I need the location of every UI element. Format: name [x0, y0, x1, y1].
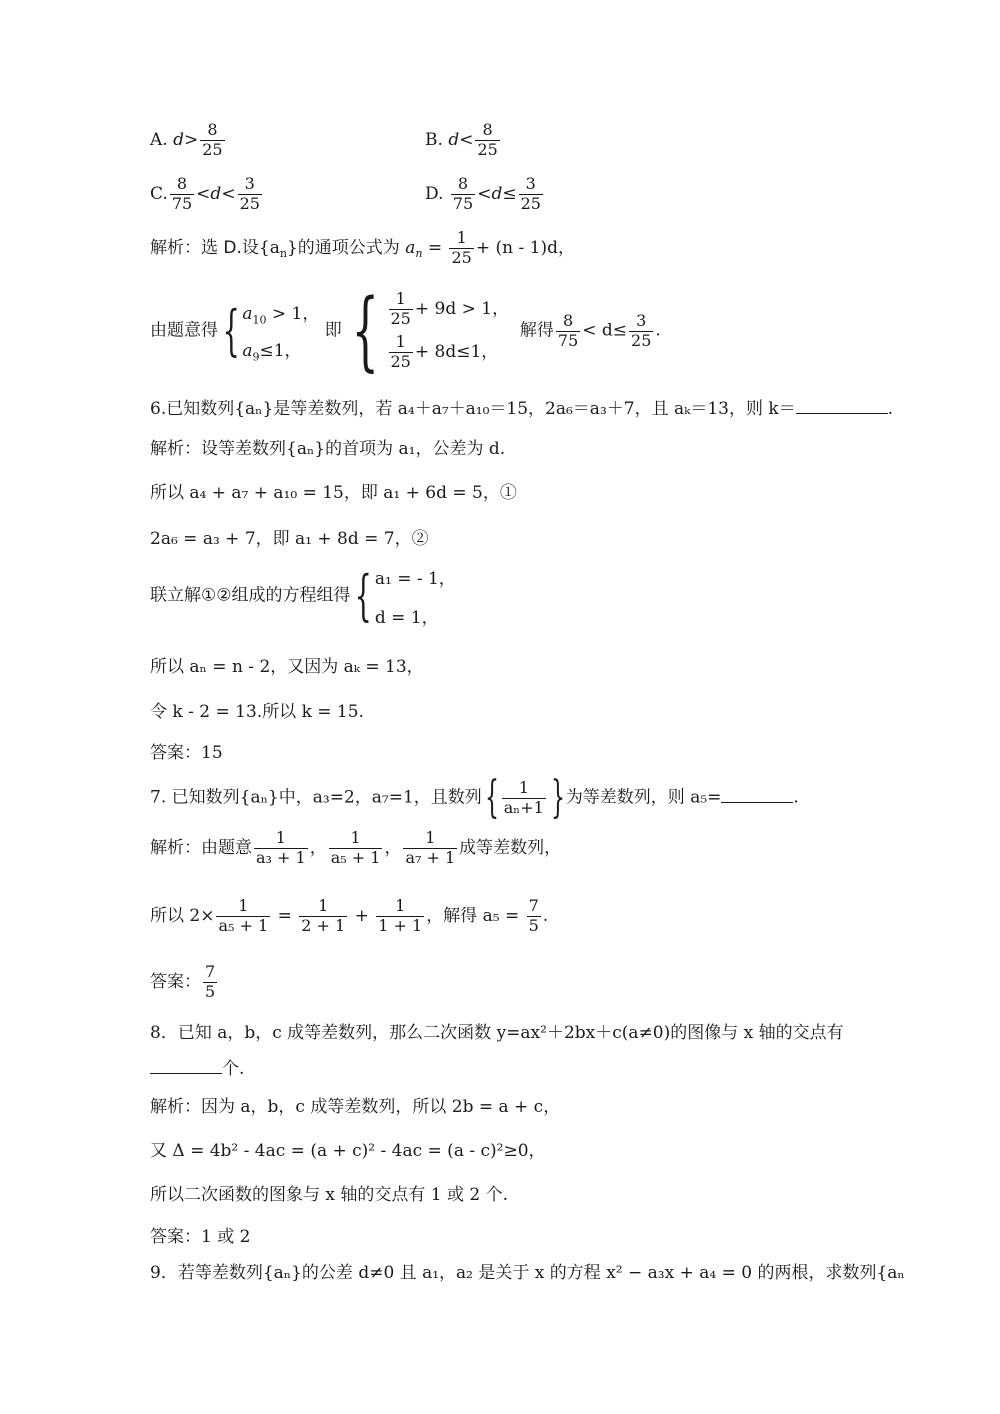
equation-system: { $\frac{1}{25}$ + 9d > 1， $\frac{1}{25}$ + 8d≤1，	[351, 281, 510, 381]
q6-solution-line2: 所以 a₄ + a₇ + a₁₀ = 15，即 a₁ + 6d = 5，①	[150, 483, 517, 503]
q6-solution-line6: 令 k - 2 = 13.所以 k = 15.	[150, 702, 364, 722]
fraction: $\frac{1}{25}$	[451, 228, 472, 267]
equation-system: { $a_{10} > 1$， $a_9\le 1$，	[222, 299, 320, 364]
option-d: D. $\frac{8}{75}$ <d≤ $\frac{3}{25}$	[425, 174, 541, 213]
q5-solution-line2: 由题意得 { $a_{10} > 1$， $a_9\le 1$， 即 { $\frac{1}{25}$ + 9d > 1， $\frac{1}{25}$ + 8d≤1， 解得 $\frac{8}{75}$ < d≤ $\frac{3}{25}$ .	[150, 281, 661, 381]
q8-solution-line2: 又 Δ = 4b² - 4ac = (a + c)² - 4ac = (a - c)²≥0，	[150, 1141, 546, 1161]
q6-solution-line3: 2a₆ = a₃ + 7，即 a₁ + 8d = 7，②	[150, 529, 429, 549]
fraction: $\frac{8}{25}$	[202, 120, 223, 159]
fraction: $\frac{3}{25}$	[239, 174, 260, 213]
option-a: A. d> $\frac{8}{25}$	[150, 120, 223, 159]
q8-solution-line1: 解析：因为 a，b，c 成等差数列，所以 2b = a + c，	[150, 1097, 561, 1117]
q7-solution-line2: 所以 2× $\frac{1}{\text{a₅ + 1}}$ = $\frac{1}{2 + 1}$ + $\frac{1}{1 + 1}$ ，解得 a₅ = $\frac{7}{5}$ .	[150, 896, 549, 935]
q7-question: 7. 已知数列{aₙ}中，a₃=2，a₇=1，且数列 { $\frac{1}{\text{aₙ+1}}$ } 为等差数列，则 a₅= .	[150, 772, 799, 823]
q8-question-line2: 个.	[150, 1054, 244, 1079]
q6-solution-line5: 所以 aₙ = n - 2，又因为 aₖ = 13，	[150, 657, 424, 677]
q8-question: 8．已知 a，b，c 成等差数列，那么二次函数 y=ax²＋2bx＋c(a≠0)的图像与 x 轴的交点有	[150, 1023, 844, 1043]
q6-solution-line1: 解析：设等差数列{aₙ}的首项为 a₁，公差为 d.	[150, 439, 506, 459]
q6-solution-line4: 联立解①②组成的方程组得 { a₁ = - 1， d = 1，	[150, 564, 456, 628]
fraction: $\frac{8}{75}$	[171, 174, 193, 213]
q6-question: 6.已知数列{aₙ}是等差数列，若 a₄＋a₇＋a₁₀＝15，2a₆＝a₃＋7，且 aₖ＝13，则 k＝ .	[150, 399, 894, 419]
q5-solution-line1: 解析：选 D.设$\{a_n\}$的通项公式为 $a_n$ = $\frac{1}{25}$ + (n - 1)d，	[150, 228, 575, 267]
q9-question: 9．若等差数列{aₙ}的公差 d≠0 且 a₁，a₂ 是关于 x 的方程 x² − a₃x + a₄ = 0 的两根，求数列{aₙ	[150, 1263, 905, 1283]
q7-answer: 答案： $\frac{7}{5}$	[150, 962, 216, 1001]
q8-solution-line3: 所以二次函数的图象与 x 轴的交点有 1 或 2 个.	[150, 1185, 509, 1205]
q7-solution-line1: 解析：由题意 $\frac{1}{\text{a₃ + 1}}$ ， $\frac{1}{\text{a₅ + 1}}$ ， $\frac{1}{\text{a₇ + 1}}$ 成等差数列，	[150, 828, 562, 867]
option-c: C. $\frac{8}{75}$ <d< $\frac{3}{25}$	[150, 174, 260, 213]
q6-answer: 答案：15	[150, 743, 223, 763]
fraction: $\frac{8}{75}$	[452, 174, 474, 213]
equation-system: { a₁ = - 1， d = 1，	[355, 564, 456, 628]
fraction: $\frac{8}{25}$	[477, 120, 498, 159]
q8-answer: 答案：1 或 2	[150, 1227, 251, 1247]
option-b: B. d< $\frac{8}{25}$	[425, 120, 498, 159]
fraction: $\frac{3}{25}$	[520, 174, 541, 213]
